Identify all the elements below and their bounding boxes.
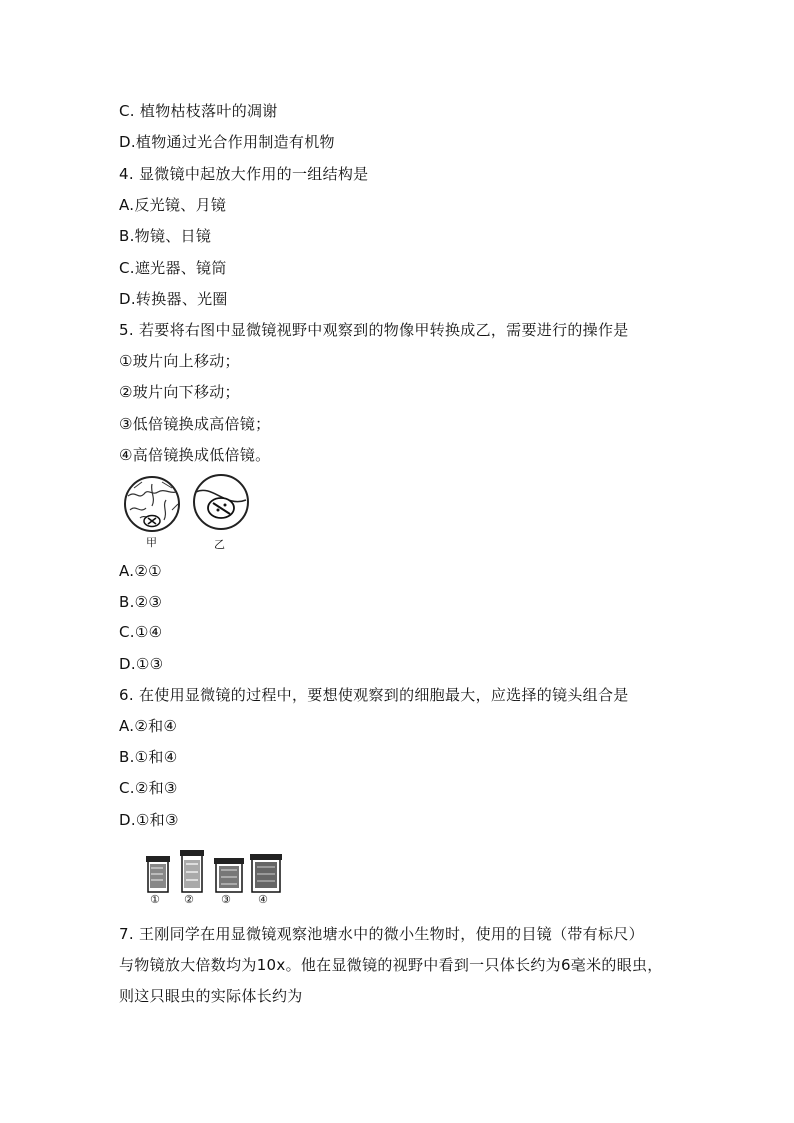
lens-1 xyxy=(146,856,170,892)
question-7-line-3: 则这只眼虫的实际体长约为 xyxy=(119,987,303,1005)
option-c-q6: C.②和③ xyxy=(119,779,178,797)
option-b-q4: B.物镜、日镜 xyxy=(119,227,212,245)
label-yi: 乙 xyxy=(214,538,225,551)
option-c-q4: C.遮光器、镜筒 xyxy=(119,259,227,277)
field-jia xyxy=(125,477,179,531)
option-a-q6: A.②和④ xyxy=(119,717,178,735)
lens-label-4: ④ xyxy=(258,893,268,906)
option-d-q3: D.植物通过光合作用制造有机物 xyxy=(119,133,335,151)
lens-2 xyxy=(180,850,204,892)
lens-4 xyxy=(250,854,282,892)
question-7-line-1: 7. 王刚同学在用显微镜观察池塘水中的微小生物时，使用的目镜（带有标尺） xyxy=(119,925,644,943)
lens-label-2: ② xyxy=(184,893,194,906)
question-5: 5. 若要将右图中显微镜视野中观察到的物像甲转换成乙，需要进行的操作是 xyxy=(119,321,629,339)
option-c-q5: C.①④ xyxy=(119,623,163,641)
lens-3 xyxy=(214,858,244,892)
option-b-q6: B.①和④ xyxy=(119,748,178,766)
label-jia: 甲 xyxy=(146,536,157,549)
option-a-q5: A.②① xyxy=(119,562,162,580)
lens-label-3: ③ xyxy=(221,893,231,906)
question-7-line-2: 与物镜放大倍数均为10x。他在显微镜的视野中看到一只体长约为6毫米的眼虫， xyxy=(119,956,663,974)
option-d-q4: D.转换器、光圈 xyxy=(119,290,228,308)
step-3: ③低倍镜换成高倍镜； xyxy=(119,415,271,433)
field-of-view-drawing xyxy=(122,474,262,536)
microscope-field-figure xyxy=(122,474,262,552)
question-6: 6. 在使用显微镜的过程中，要想使观察到的细胞最大，应选择的镜头组合是 xyxy=(119,686,629,704)
option-a-q4: A.反光镜、月镜 xyxy=(119,196,227,214)
step-1: ①玻片向上移动； xyxy=(119,352,240,370)
step-4: ④高倍镜换成低倍镜。 xyxy=(119,446,271,464)
lens-drawing xyxy=(144,850,284,896)
lens-label-1: ① xyxy=(150,893,160,906)
question-4: 4. 显微镜中起放大作用的一组结构是 xyxy=(119,165,369,183)
step-2: ②玻片向下移动； xyxy=(119,383,240,401)
option-c-q3: C. 植物枯枝落叶的凋谢 xyxy=(119,102,278,120)
option-d-q6: D.①和③ xyxy=(119,811,179,829)
option-d-q5: D.①③ xyxy=(119,655,164,673)
field-yi xyxy=(194,475,248,529)
lens-figure xyxy=(144,850,284,906)
option-b-q5: B.②③ xyxy=(119,593,163,611)
